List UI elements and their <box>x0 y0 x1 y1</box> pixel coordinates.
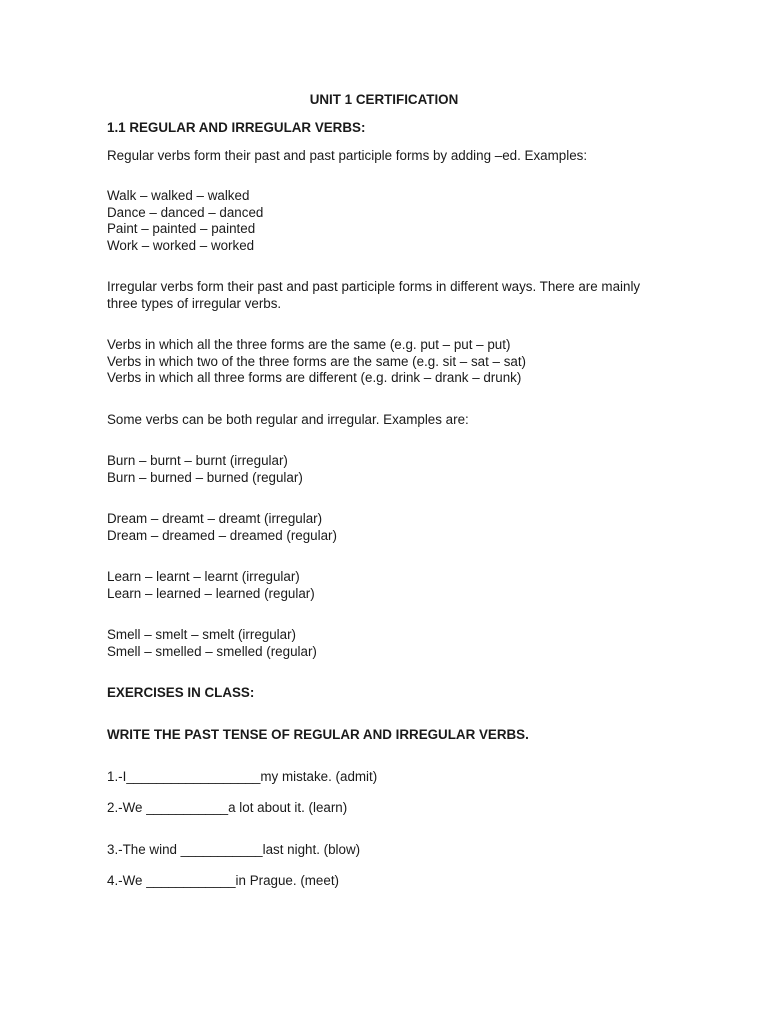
verb-forms-irregular: Dream – dreamt – dreamt (irregular) <box>107 511 323 526</box>
irregular-intro-line: three types of irregular verbs. <box>107 296 282 311</box>
exercise-item: 2.-We ___________a lot about it. (learn) <box>107 800 348 815</box>
irregular-intro-line: Irregular verbs form their past and past participle forms in different ways. There are mainly <box>107 279 641 294</box>
exercise-item: 4.-We ____________in Prague. (meet) <box>107 873 340 888</box>
verb-forms-irregular: Learn – learnt – learnt (irregular) <box>107 569 300 584</box>
both-regular-irregular-intro: Some verbs can be both regular and irregular. Examples are: <box>107 412 469 427</box>
verb-forms-regular: Smell – smelled – smelled (regular) <box>107 644 317 659</box>
exercise-item: 3.-The wind ___________last night. (blow) <box>107 842 361 857</box>
verb-forms-regular: Dream – dreamed – dreamed (regular) <box>107 528 337 543</box>
irregular-type: Verbs in which all the three forms are the same (e.g. put – put – put) <box>107 337 511 352</box>
exercises-instruction: WRITE THE PAST TENSE OF REGULAR AND IRREGULAR VERBS. <box>107 727 529 742</box>
verb-forms-regular: Burn – burned – burned (regular) <box>107 470 303 485</box>
regular-example: Walk – walked – walked <box>107 188 250 203</box>
exercise-item: 1.-I__________________my mistake. (admit) <box>107 769 378 784</box>
verb-forms-irregular: Smell – smelt – smelt (irregular) <box>107 627 296 642</box>
irregular-type: Verbs in which all three forms are different (e.g. drink – drank – drunk) <box>107 370 522 385</box>
section-heading: 1.1 REGULAR AND IRREGULAR VERBS: <box>107 120 366 135</box>
verb-forms-regular: Learn – learned – learned (regular) <box>107 586 315 601</box>
regular-example: Work – worked – worked <box>107 238 255 253</box>
irregular-type: Verbs in which two of the three forms are the same (e.g. sit – sat – sat) <box>107 354 527 369</box>
regular-example: Paint – painted – painted <box>107 221 256 236</box>
verb-forms-irregular: Burn – burnt – burnt (irregular) <box>107 453 288 468</box>
regular-verbs-intro: Regular verbs form their past and past participle forms by adding –ed. Examples: <box>107 148 588 163</box>
regular-example: Dance – danced – danced <box>107 205 264 220</box>
exercises-heading: EXERCISES IN CLASS: <box>107 685 255 700</box>
document-title: UNIT 1 CERTIFICATION <box>309 92 459 107</box>
